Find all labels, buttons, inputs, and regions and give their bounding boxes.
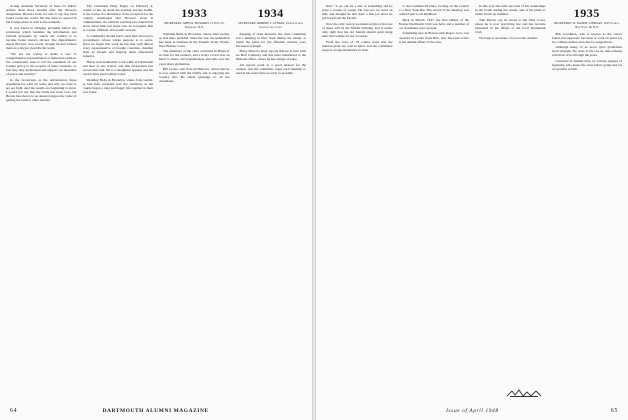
class-secretary-line: SECRETARY, W. DANIEL LINDSAY, 16 Fifth Ave, New York 18, N.Y. (553, 21, 620, 29)
right-page (316, 0, 628, 420)
paragraph: Lawrence is another man, by various degrees of ingenuity, who keeps the class letters going and we are grateful to him. (551, 59, 622, 72)
left-column-1 (6, 4, 77, 398)
paragraph: It was found in bringing problems before the profession which banishes the information and cultural programs by which our country is to become better known abroad. The Department's report Brown's own words, though he had written them as a lawyer, describe his work. (6, 25, 77, 51)
paragraph: firm " to go out for a sale or something and be gone a couple of weeks. He was not too hard on him, and thought he had done a fine job since he got back from the Pacific. (322, 4, 393, 21)
right-column-2 (399, 4, 470, 398)
paragraph: Now the only reason we mention this is that one of these will be his fiftieth birthday, and it seems only right that his old friends should send along their best wishes for the occasion. (322, 21, 393, 38)
paragraph: Keeping of class interests, the class committee had a meeting in New York during the winter, at which the plans for the fifteenth reunion were discussed at length. (235, 31, 306, 48)
paragraph: A community should know such men devoted to government: whose whole purpose is to serve. Since he began this work he has met with almost every representative of foreign countries, meeting them as friends and helping them understand America. (82, 33, 153, 59)
paragraph: In this way also tells our class of his wanderings in the South during the winter, and of his plans to return North by summer. (475, 4, 546, 17)
right-columns (322, 4, 622, 398)
paragraph: Tom Barton can be traced to the West Coast, where he is now practicing law and has become interested in the affairs of the local Dartmouth Club. (475, 17, 546, 34)
page-number: 64 (10, 408, 18, 414)
paragraph: Harry Mason's letter reports that he is now with the Bell Company and has been transferred to the Midwest office, where he has charge of sales. (235, 49, 306, 62)
paragraph: In the broadcasts as the ambassadors these arguments for what we want, and why we want it, are set forth. And the results are beginning to show. I would not say that the battle has been won, but Brown has shown to an unusual degree the value of getting the truth to other nations. (6, 77, 77, 102)
left-column-4 (236, 4, 307, 398)
right-column-4 (552, 4, 623, 398)
paragraph: Although many of us never gave graduation much thought, the class is the one tie that remains with most of us through the years. (551, 45, 622, 58)
paragraph: Harris well studied his work while at Dartmouth and later at law school, and this preparation has served him well. He is a thoughtful speaker and his reports have been widely noted. (82, 59, 153, 76)
class-year-heading: 1935 (573, 6, 600, 20)
page-number: 65 (610, 408, 618, 414)
paragraph: Wedding Belle in Brooklyn, where John Gerlin, as best man, presided. Since the war, the gentleman has been in business in the Eastern States Works, New Britain, Conn. (159, 31, 230, 48)
paragraph: All reports point to a good turnout for the reunion, and the committee urges each member to send in his reservation as early as possible. (235, 63, 306, 76)
right-footer (326, 408, 618, 414)
left-columns (6, 4, 306, 398)
paragraph: Bob Goodman, who is known as the class's friend and supporter, has been at work on plans for the coming reunion and asks for suggestions. (551, 31, 622, 44)
paragraph: Something new in Boston with Roger, Gow, was reported in a letter from Bob, who has been active in the alumni affairs of the area. (398, 31, 469, 44)
decorative-illustration-icon (506, 388, 542, 398)
magazine-title: DARTMOUTH ALUMNI MAGAZINE (102, 408, 209, 414)
paragraph: Acting Assistant Secretary of State for Public Affairs three more months after Mr. Brown's resignation. Brown's term, it's safe to say, has been found round the world. He has been so quoted in the foreign press as well as the domestic. (6, 4, 77, 25)
paragraph: From the class of '33 comes word that the reunion plans are well in hand, and the committee expects a large attendance in June. (322, 39, 393, 52)
paragraph: The members of the class convened in Hanover in June for the reunion, and a lively crowd was on hand to renew old acquaintances and talk over the years since graduation. (159, 49, 230, 66)
issue-date: Issue of April 1948 (446, 408, 499, 414)
left-column-3 (159, 4, 230, 398)
left-footer (10, 408, 302, 414)
class-year-heading: 1934 (257, 6, 284, 20)
class-secretary-line: SECRETARY, JOHN R. HOWARD, 11 Fifth St, Elmhurst, N.Y. (163, 21, 225, 29)
paragraph: Back in March, 1947, the first Dinner of the Boston Dartmouth Club was held, and a number of our classmates were present. (398, 17, 469, 30)
left-page (0, 0, 312, 420)
right-column-3 (475, 4, 546, 398)
class-year-heading: 1933 (181, 6, 208, 20)
paragraph: We hope to see many of you at the reunion. (479, 35, 538, 40)
paragraph: Bill Lyons, who lives in Hanover, writes that he is now settled with his family and is enjoying the country life. He sends greetings to all his classmates. (159, 67, 230, 84)
paragraph: Wedding Bells in Brooklyn, where John Gerlin, as best man, presided over the ceremony as the couple began a long and happy life together in their new home. (82, 77, 153, 94)
paragraph: The Cincinnati Daily Eagle, on February 4, would, to her, be spent the evening and the Judith, in the course of a discussion of the prospects for the country, mentioned that Brown's work is commendable. Its editorial said that few Americans know about him, but those who do recognize him as a quiet, efficient, able public servant. (82, 4, 153, 33)
paragraph: "We are not trying to make a sort of comprehensive representation of American opinion. We consistently seek to tell the essentials of our foreign policy to the peoples of other countries, so that they may understand and support our measures of peace and security." (6, 51, 77, 76)
left-column-2 (83, 4, 154, 398)
paragraph: to the Commercial Dept, 1st Reg on the Central to a New York Bar. The record of the meeting was ordered sent to all members. (398, 4, 469, 17)
right-column-1 (322, 4, 393, 398)
class-secretary-line: SECRETARY, ROBERT C. LYMAN, 19 Lenox Ave, Lenox Lake, Conn. (238, 21, 304, 29)
